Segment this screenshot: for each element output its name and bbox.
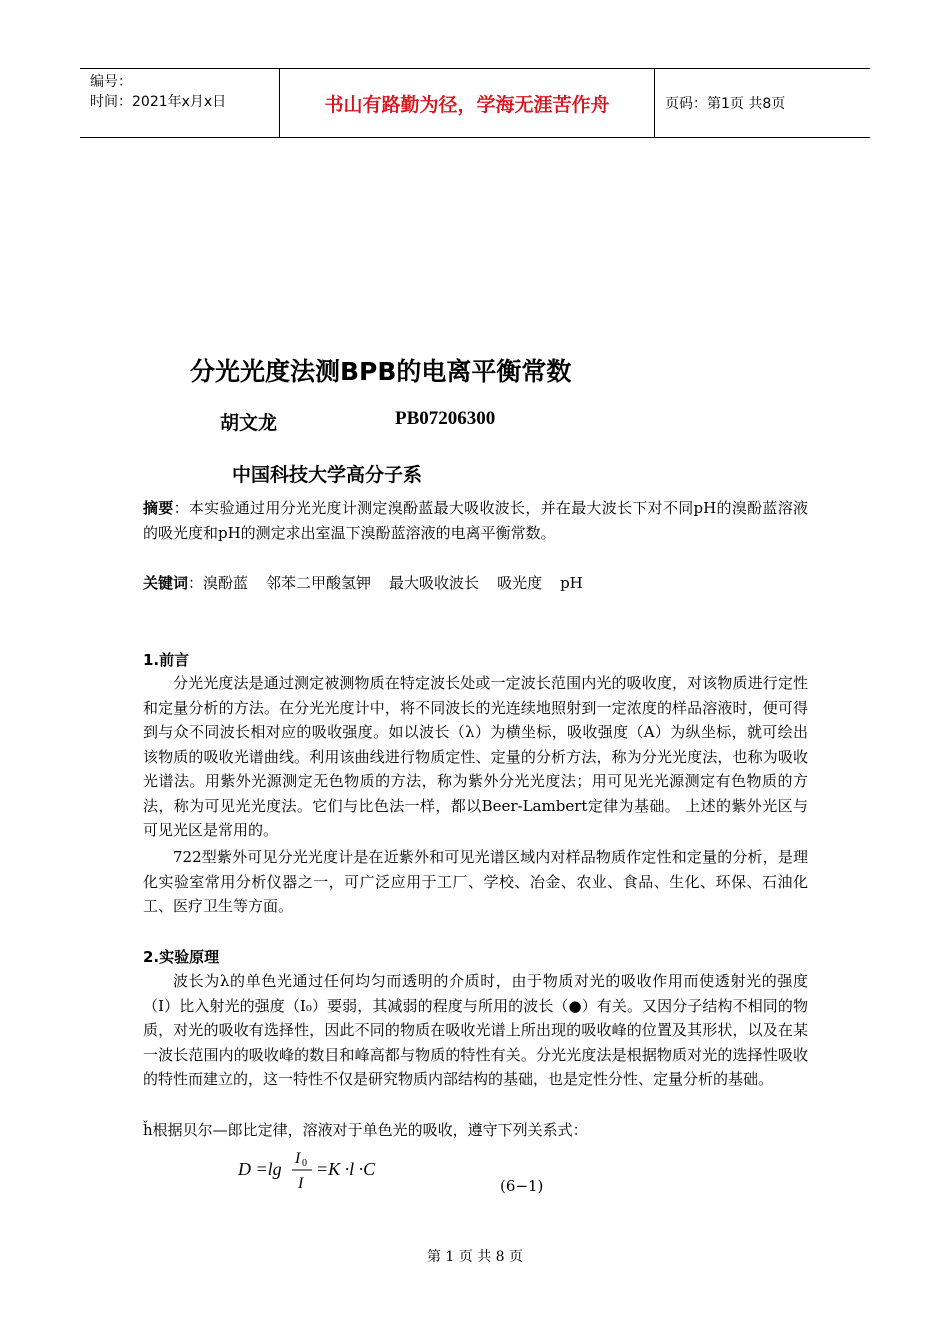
equation-number: (6−1) <box>500 1177 544 1195</box>
keyword-item: 吸光度 <box>497 574 543 592</box>
keyword-item: pH <box>560 574 583 592</box>
affiliation: 中国科技大学高分子系 <box>232 464 423 486</box>
header-meta-cell <box>80 69 280 137</box>
abstract <box>143 496 808 545</box>
abstract-label: 摘要 <box>143 499 174 517</box>
page-footer: 第 1 页 共 8 页 <box>426 1249 524 1265</box>
author-name: 胡文龙 <box>220 412 278 434</box>
section1-paragraph-2: 722型紫外可见分光光度计是在近紫外和可见光谱区域内对样品物质作定性和定量的分析，是理化实验室常用分析仪器之一，可广泛应用于工厂、学校、冶金、农业、食品、生化、环保、石油化工、医疗卫生等方面。 <box>143 848 808 915</box>
header-motto: 书山有路勤为径，学海无涯苦作舟 <box>280 69 655 137</box>
section1-paragraph-1: 分光光度法是通过测定被测物质在特定波长处或一定波长范围内光的吸收度，对该物质进行定性和定量分析的方法。在分光光度计中，将不同波长的光连续地照射到一定浓度的样品溶液时，便可得到与众不同波长相对应的吸收强度。如以波长（λ）为横坐标，吸收强度（A）为纵坐标，就可绘出该物质的吸收光谱曲线。利用该曲线进行物质定性、定量的分析方法，称为分光光度法，也称为吸收光谱法。用紫外光源测定无色物质的方法，称为紫外分光光度法；用可见光光源测定有色物质的方法，称为可见光光度法。它们与比色法一样，都以Beer-Lambert定律为基础。 上述的紫外光区与可见光区是常用的。 <box>143 674 808 839</box>
keywords <box>143 571 808 596</box>
keyword-item: ：溴酚蓝 <box>188 574 249 592</box>
formula-numerator-sub: 0 <box>302 1158 307 1169</box>
header-page-label: 页码：第1页 共8页 <box>665 96 786 112</box>
section1-heading: 1.前言 <box>143 651 190 669</box>
section2-heading: 2.实验原理 <box>143 948 220 966</box>
formula-denominator: I <box>298 1175 304 1192</box>
time-label: 时间：2021年x月x日 <box>90 94 227 110</box>
paper-title: 分光光度法测BPB的电离平衡常数 <box>190 357 572 386</box>
keyword-item: 最大吸收波长 <box>389 574 480 592</box>
number-label: 编号： <box>90 74 132 90</box>
formula-numerator: I <box>295 1150 301 1167</box>
document-header <box>80 68 870 138</box>
beer-lambert-formula <box>238 1148 408 1198</box>
formula-rhs: =K ·l ·C <box>316 1159 376 1179</box>
section2-paragraph-2: ȟ根据贝尔—郎比定律，溶液对于单色光的吸收，遵守下列关系式： <box>143 1121 588 1139</box>
section2-paragraph-1: 波长为λ的单色光通过任何均匀而透明的介质时，由于物质对光的吸收作用而使透射光的强度（I）比入射光的强度（I₀）要弱，其减弱的程度与所用的波长（●）有关。又因分子结构不相同的物质，对光的吸收有选择性，因此不同的物质在吸收光谱上所出现的吸收峰的位置及其形状，以及在某一波长范围内的吸收峰的数目和峰高都与物质的特性有关。分光光度法是根据物质对光的选择性吸收的特性而建立的，这一特性不仅是研究物质内部结构的基础，也是定性分性、定量分析的基础。 <box>143 972 808 1088</box>
abstract-text: ：本实验通过用分光光度计测定溴酚蓝最大吸收波长，并在最大波长下对不同pH的溴酚蓝溶液的吸光度和pH的测定求出室温下溴酚蓝溶液的电离平衡常数。 <box>143 499 808 542</box>
formula-lhs: D =lg <box>238 1159 282 1179</box>
keyword-item: 邻苯二甲酸氢钾 <box>266 574 372 592</box>
keywords-label: 关键词 <box>143 574 189 592</box>
student-id: PB07206300 <box>395 408 496 429</box>
